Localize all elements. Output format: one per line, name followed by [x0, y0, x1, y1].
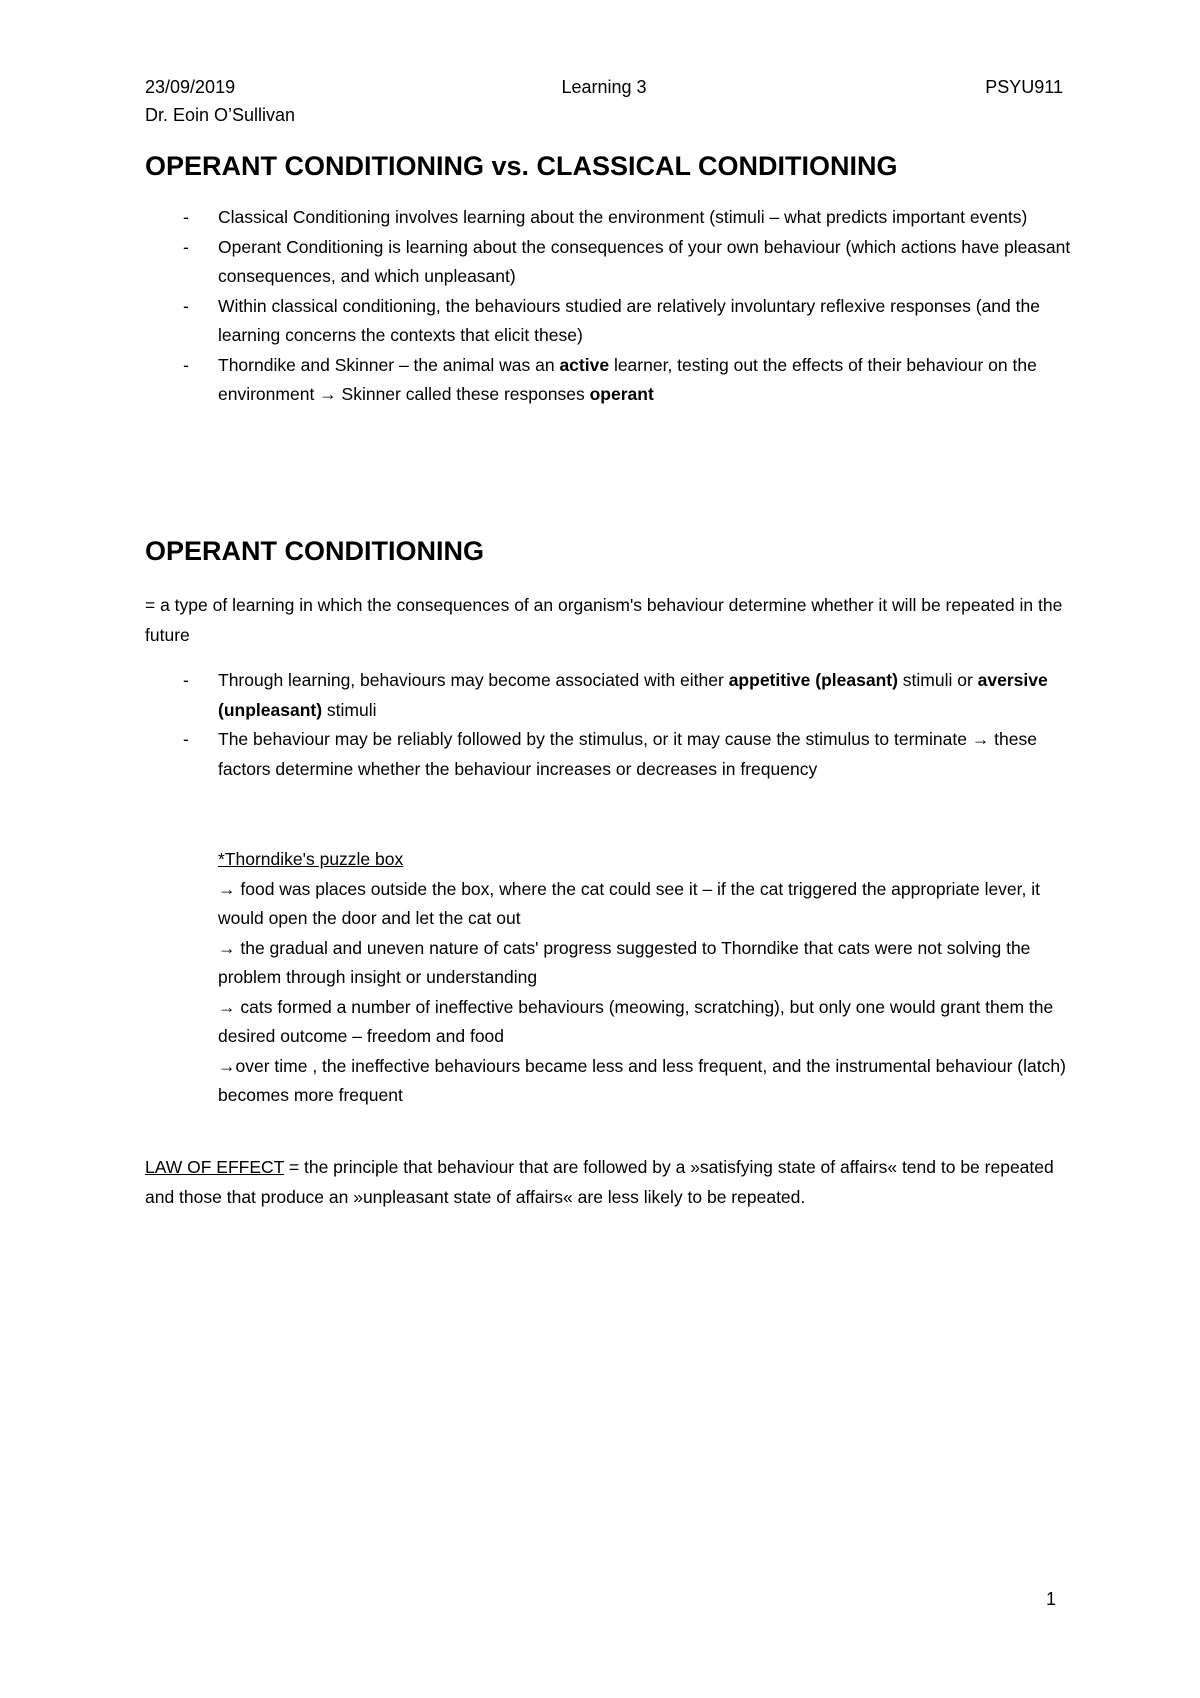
- header-course-code: PSYU911: [985, 77, 1063, 97]
- law-of-effect-paragraph: [145, 1153, 1075, 1212]
- puzzle-box-line-3: → cats formed a number of ineffective behaviours (meowing, scratching), but only one would grant them the desired outcome – freedom and food: [218, 996, 1054, 1046]
- section1-bullet-3: - Within classical conditioning, the behaviours studied are relatively involuntary reflexive responses (and the learning concerns the contexts that elicit these): [145, 292, 1075, 351]
- puzzle-box-line-1: → food was places outside the box, where the cat could see it – if the cat triggered the appropriate lever, it would open the door and let the cat out: [218, 878, 1041, 928]
- section2-bullet-1: [145, 666, 1075, 725]
- section1-bullet-1: - Classical Conditioning involves learning about the environment (stimuli – what predicts important events): [145, 203, 1075, 233]
- puzzle-box-line-4: →over time , the ineffective behaviours became less and less frequent, and the instrumental behaviour (latch) becomes more frequent: [218, 1055, 1066, 1105]
- section2-bullet-2: - The behaviour may be reliably followed by the stimulus, or it may cause the stimulus to terminate → these factors determine whether the behaviour increases or decreases in frequency: [145, 725, 1075, 784]
- section1-bullet-list: [145, 203, 1075, 410]
- bullet1-bold-appetitive: appetitive (pleasant): [728, 670, 898, 690]
- bullet4-bold-operant: operant: [589, 384, 654, 404]
- bullet4-text-2: learner, testing out the effects of their behaviour on the environment → Skinner called these responses: [218, 354, 1037, 404]
- header-author: Dr. Eoin O’Sullivan: [145, 105, 296, 125]
- bullet1-text-1: Through learning, behaviours may become associated with either: [218, 670, 729, 690]
- bullet4-text-1: Thorndike and Skinner – the animal was an: [218, 354, 560, 375]
- header-title: Learning 3: [561, 77, 647, 97]
- operant-definition: = a type of learning in which the consequences of an organism's behaviour determine whether it will be repeated in the future: [145, 595, 1063, 645]
- page-header: [145, 73, 1063, 101]
- bullet4-bold-active: active: [559, 354, 610, 375]
- puzzle-box-notes: [218, 845, 1078, 1111]
- page-number: 1: [1046, 1589, 1057, 1609]
- law-of-effect-definition: = the principle that behaviour that are followed by a »satisfying state of affairs« tend to be repeated and those that produce an »unpleasant state of affairs« are less likely to be repeated.: [145, 1157, 1054, 1207]
- section1-bullet-2: - Operant Conditioning is learning about the consequences of your own behaviour (which actions have pleasant consequences, and which unpleasant): [145, 233, 1075, 292]
- puzzle-box-line-2: → the gradual and uneven nature of cats' progress suggested to Thorndike that cats were not solving the problem through insight or understanding: [218, 937, 1031, 987]
- section1-bullet-4: [145, 351, 1075, 410]
- law-of-effect-term: LAW OF EFFECT: [145, 1157, 285, 1177]
- section2-heading: OPERANT CONDITIONING: [145, 536, 485, 566]
- bullet1-text-3: stimuli: [322, 699, 377, 720]
- bullet1-bold-aversive: aversive (unpleasant): [218, 670, 1048, 720]
- header-date: 23/09/2019: [145, 77, 236, 97]
- section2-bullet-list: [145, 666, 1075, 784]
- section1-heading: OPERANT CONDITIONING vs. CLASSICAL CONDITIONING: [145, 151, 898, 181]
- puzzle-box-title: *Thorndike's puzzle box: [218, 849, 404, 869]
- bullet1-text-2: stimuli or: [897, 670, 978, 690]
